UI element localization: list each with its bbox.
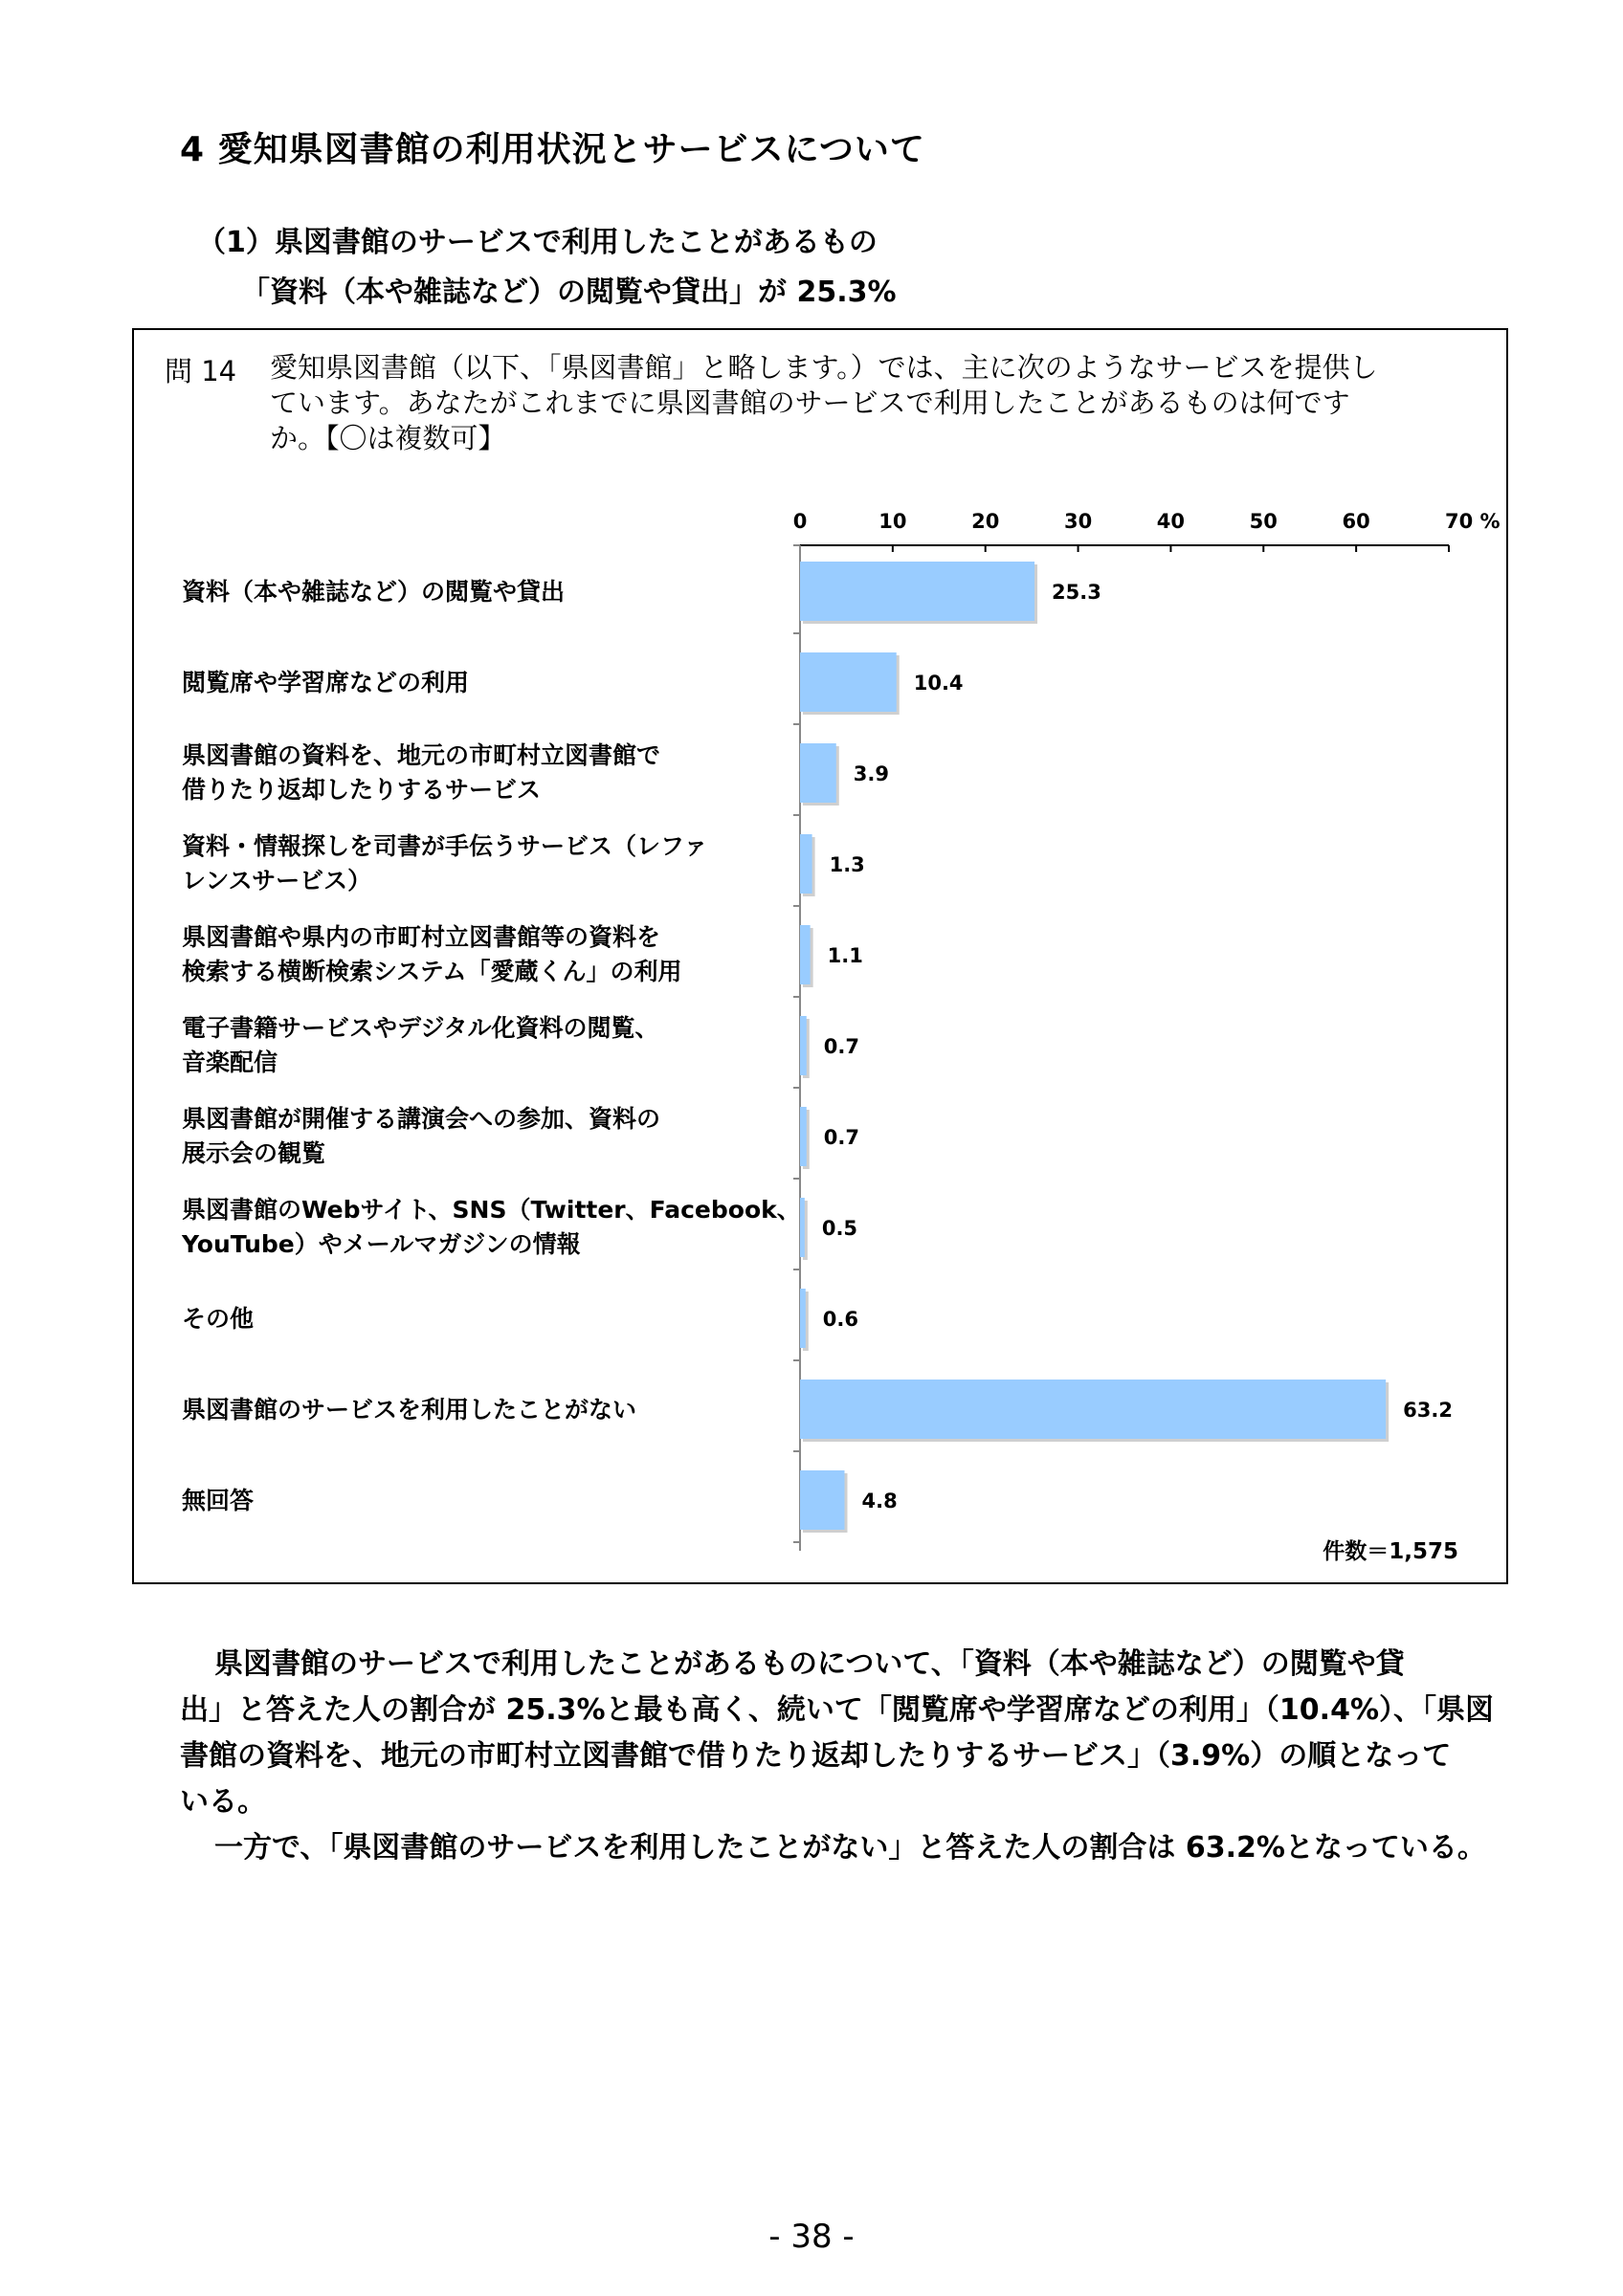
- bar: [800, 1380, 1386, 1439]
- category-label: 閲覧席や学習席などの利用: [182, 669, 470, 696]
- subsection-summary: 「資料（本や雑誌など）の閲覧や貸出」が 25.3%: [241, 276, 897, 309]
- category-label: YouTube）やメールマガジンの情報: [182, 1230, 581, 1258]
- data-label: 0.7: [823, 1035, 859, 1058]
- bar: [800, 1289, 806, 1348]
- question-line: 愛知県図書館（以下、「県図書館」と略します。）では、主に次のようなサービスを提供し: [270, 351, 1378, 384]
- data-label: 63.2: [1403, 1399, 1453, 1422]
- body-line: 一方で、「県図書館のサービスを利用したことがない」と答えた人の割合は 63.2%となっている。: [214, 1831, 1486, 1865]
- category-label: 無回答: [182, 1487, 255, 1514]
- category-label: 資料（本や雑誌など）の閲覧や貸出: [182, 578, 566, 606]
- category-label: 県図書館が開催する講演会への参加、資料の: [182, 1105, 661, 1133]
- data-label: 3.9: [853, 762, 889, 785]
- body-line: いる。: [180, 1785, 266, 1819]
- question-line: か。【〇は複数可】: [270, 422, 506, 454]
- body-text: [180, 1642, 1494, 1871]
- category-label: 検索する横断検索システム「愛蔵くん」の利用: [182, 958, 682, 985]
- data-label: 0.5: [821, 1217, 858, 1240]
- x-tick-label: 60: [1342, 510, 1370, 533]
- question-label: 問 14: [165, 355, 237, 387]
- bar: [800, 925, 811, 984]
- category-label: 電子書籍サービスやデジタル化資料の閲覧、: [182, 1014, 659, 1042]
- bar: [800, 562, 1034, 621]
- x-tick-label: 10: [878, 510, 907, 533]
- section-title: 4 愛知県図書館の利用状況とサービスについて: [180, 130, 925, 169]
- data-label: 25.3: [1052, 581, 1101, 604]
- bar: [800, 743, 836, 803]
- body-line: 県図書館のサービスで利用したことがあるものについて、「資料（本や雑誌など）の閲覧や貸: [214, 1647, 1405, 1681]
- category-label: レンスサービス）: [182, 867, 372, 894]
- body-paragraph-2: [180, 1825, 1486, 1871]
- data-label: 4.8: [861, 1490, 898, 1512]
- page-number: - 38 -: [768, 2218, 855, 2256]
- category-label: 音楽配信: [182, 1049, 278, 1076]
- body-line: 書館の資料を、地元の市町村立図書館で借りたり返却したりするサービス」（3.9%）の順となって: [180, 1739, 1452, 1773]
- data-label: 1.3: [829, 853, 865, 876]
- bar-chart: [144, 497, 1501, 1564]
- category-label: 県図書館や県内の市町村立図書館等の資料を: [182, 923, 661, 951]
- category-label: 県図書館のWebサイト、SNS（Twitter、Facebook、: [182, 1196, 801, 1224]
- data-label: 10.4: [913, 672, 964, 695]
- bar: [800, 1470, 844, 1530]
- body-line: 出」と答えた人の割合が 25.3%と最も高く、続いて「閲覧席や学習席などの利用」（10.4%）、「県図: [180, 1693, 1494, 1727]
- category-label: 県図書館の資料を、地元の市町村立図書館で: [182, 741, 661, 769]
- x-tick-label: 30: [1063, 510, 1093, 533]
- bar: [800, 652, 897, 712]
- data-label: 1.1: [827, 944, 863, 967]
- x-tick-label: 0: [792, 510, 808, 533]
- subsection-title: （1）県図書館のサービスで利用したことがあるもの: [197, 226, 878, 259]
- x-tick-label: 70 %: [1445, 510, 1501, 533]
- category-label: 県図書館のサービスを利用したことがない: [182, 1396, 637, 1424]
- category-label: 資料・情報探しを司書が手伝うサービス（レファ: [182, 832, 708, 860]
- bar: [800, 1107, 807, 1166]
- category-label: その他: [182, 1305, 255, 1333]
- body-paragraph-1: [180, 1642, 1481, 1688]
- body-paragraph-1-cont: [180, 1688, 1494, 1825]
- data-label: 0.6: [822, 1308, 859, 1331]
- bar: [800, 1016, 807, 1075]
- category-label: 借りたり返却したりするサービス: [182, 776, 542, 804]
- question-text: [270, 350, 1485, 456]
- data-label: 0.7: [823, 1126, 859, 1149]
- category-label: 展示会の観覧: [182, 1139, 326, 1167]
- sample-size-note: 件数＝1,575: [1323, 1539, 1458, 1564]
- question-line: ています。あなたがこれまでに県図書館のサービスで利用したことがあるものは何です: [270, 386, 1350, 419]
- x-tick-label: 40: [1156, 510, 1186, 533]
- bar: [800, 834, 812, 894]
- x-tick-label: 50: [1249, 510, 1278, 533]
- x-tick-label: 20: [971, 510, 1000, 533]
